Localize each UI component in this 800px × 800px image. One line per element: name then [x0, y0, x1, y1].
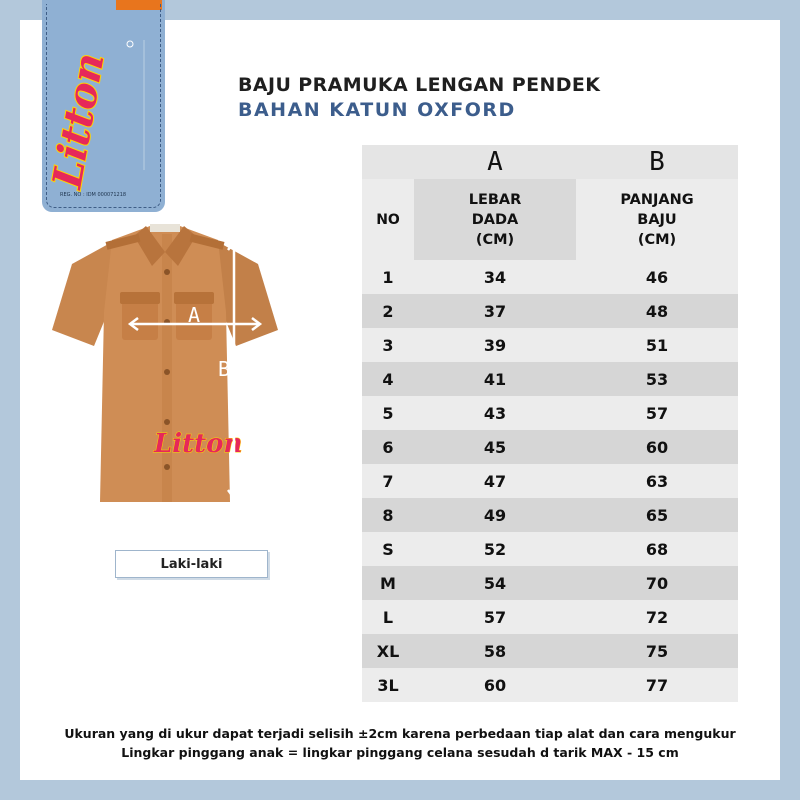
panjang-baju-cell: 77 — [576, 668, 738, 702]
header-no: NO — [362, 179, 414, 260]
lebar-dada-cell: 52 — [414, 532, 576, 566]
header-a-line3: (CM) — [475, 231, 515, 248]
svg-text:Litton: Litton — [154, 429, 243, 459]
lebar-dada-cell: 60 — [414, 668, 576, 702]
table-row — [362, 396, 738, 430]
column-letter-a: A — [414, 145, 576, 179]
panjang-baju-cell: 65 — [576, 498, 738, 532]
shirt-illustration — [50, 212, 280, 522]
header-b-line1: PANJANG — [620, 191, 694, 208]
panjang-baju-cell: 53 — [576, 362, 738, 396]
header-panjang-baju — [576, 179, 738, 260]
table-row — [362, 430, 738, 464]
lebar-dada-cell: 54 — [414, 566, 576, 600]
table-letter-header — [362, 145, 738, 179]
panjang-baju-cell: 60 — [576, 430, 738, 464]
lebar-dada-cell: 47 — [414, 464, 576, 498]
lebar-dada-cell: 43 — [414, 396, 576, 430]
table-row — [362, 498, 738, 532]
page-subtitle: BAHAN KATUN OXFORD — [238, 99, 516, 121]
size-no-cell: XL — [362, 634, 414, 668]
lebar-dada-cell: 45 — [414, 430, 576, 464]
lebar-dada-cell: 41 — [414, 362, 576, 396]
lebar-dada-cell: 39 — [414, 328, 576, 362]
size-no-cell: L — [362, 600, 414, 634]
note-waist: Lingkar pinggang anak = lingkar pinggang celana sesudah d tarik MAX - 15 cm — [121, 745, 679, 760]
size-no-cell: S — [362, 532, 414, 566]
panjang-baju-cell: 75 — [576, 634, 738, 668]
size-no-cell: M — [362, 566, 414, 600]
marker-a: A — [188, 303, 201, 327]
table-row — [362, 668, 738, 702]
header-b-line2: BAJU — [637, 211, 677, 228]
panjang-baju-cell: 46 — [576, 260, 738, 294]
table-header — [362, 179, 738, 260]
lebar-dada-cell: 49 — [414, 498, 576, 532]
size-no-cell: 1 — [362, 260, 414, 294]
header-b-line3: (CM) — [637, 231, 677, 248]
marker-b: B — [218, 357, 231, 381]
lebar-dada-cell: 37 — [414, 294, 576, 328]
table-row — [362, 532, 738, 566]
column-letter-b: B — [576, 145, 738, 179]
size-no-cell: 4 — [362, 362, 414, 396]
panjang-baju-cell: 72 — [576, 600, 738, 634]
gender-label: Laki-laki — [115, 550, 268, 578]
table-row — [362, 566, 738, 600]
panjang-baju-cell: 48 — [576, 294, 738, 328]
lebar-dada-cell: 34 — [414, 260, 576, 294]
table-body — [362, 260, 738, 702]
table-row — [362, 464, 738, 498]
panjang-baju-cell: 63 — [576, 464, 738, 498]
page-title: BAJU PRAMUKA LENGAN PENDEK — [238, 74, 601, 96]
size-no-cell: 6 — [362, 430, 414, 464]
size-no-cell: 8 — [362, 498, 414, 532]
header-a-line1: LEBAR — [468, 191, 522, 208]
tag-registration: REG. NO : IDM 000071218 — [60, 192, 127, 198]
size-no-cell: 5 — [362, 396, 414, 430]
size-chart-table — [362, 145, 738, 702]
lebar-dada-cell: 57 — [414, 600, 576, 634]
table-row — [362, 294, 738, 328]
table-row — [362, 328, 738, 362]
brand-hang-tag — [42, 0, 173, 212]
header-a-line2: DADA — [471, 211, 519, 228]
size-no-cell: 3L — [362, 668, 414, 702]
panjang-baju-cell: 70 — [576, 566, 738, 600]
table-row — [362, 600, 738, 634]
lebar-dada-cell: 58 — [414, 634, 576, 668]
letter-header-empty — [362, 145, 414, 179]
shirt-image — [50, 212, 280, 522]
table-row — [362, 260, 738, 294]
size-no-cell: 2 — [362, 294, 414, 328]
tag-plus-text: PLUS — [164, 26, 173, 54]
panjang-baju-cell: 68 — [576, 532, 738, 566]
header-lebar-dada — [414, 179, 576, 260]
litton-logo — [42, 0, 165, 200]
panjang-baju-cell: 57 — [576, 396, 738, 430]
table-row — [362, 634, 738, 668]
table-row — [362, 362, 738, 396]
size-no-cell: 3 — [362, 328, 414, 362]
litton-logo-text: Litton — [43, 49, 114, 192]
size-no-cell: 7 — [362, 464, 414, 498]
panjang-baju-cell: 51 — [576, 328, 738, 362]
note-measurement-tolerance: Ukuran yang di ukur dapat terjadi selisih ±2cm karena perbedaan tiap alat dan cara mengukur — [64, 726, 736, 741]
